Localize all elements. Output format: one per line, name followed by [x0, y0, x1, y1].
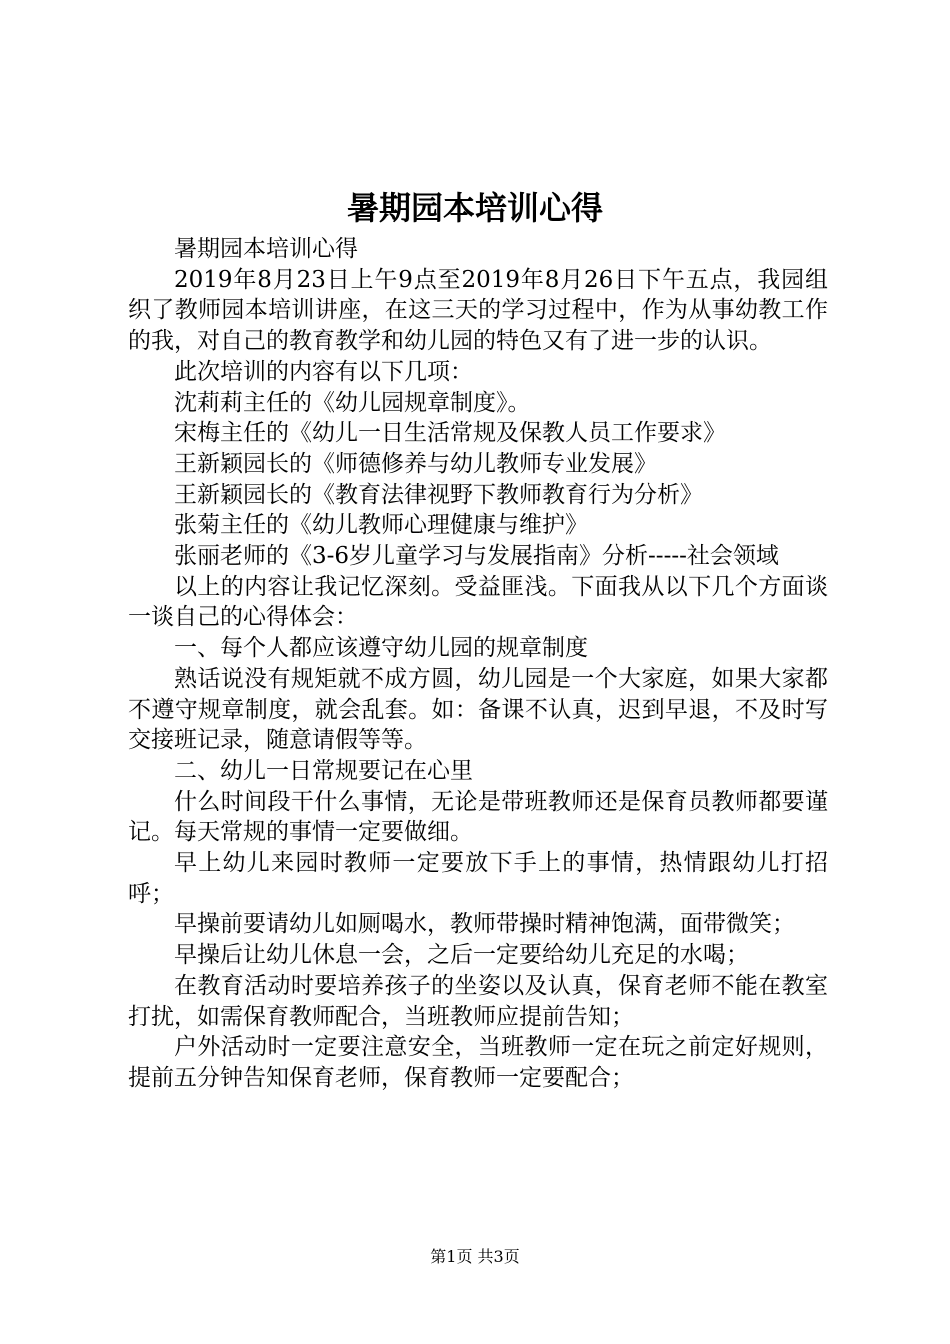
section-heading: 二、幼儿一日常规要记在心里: [174, 757, 473, 784]
paragraph: 沈莉莉主任的《幼儿园规章制度》。: [174, 389, 531, 416]
paragraph: 2019年8月23日上午9点至2019年8月26日下午五点，我园组织了教师园本培训讲座，在这三天的学习过程中，作为从事幼教工作的我，对自己的教育教学和幼儿园的特色又有了进一步的认识。: [128, 266, 828, 355]
paragraph: 以上的内容让我记忆深刻。受益匪浅。下面我从以下几个方面谈一谈自己的心得体会：: [128, 573, 828, 631]
paragraph: 什么时间段干什么事情，无论是带班教师还是保育员教师都要谨记。每天常规的事情一定要做细。: [128, 788, 828, 846]
document-title: 暑期园本培训心得: [346, 189, 603, 227]
paragraph: 此次培训的内容有以下几项：: [174, 358, 473, 385]
paragraph: 户外活动时一定要注意安全，当班教师一定在玩之前定好规则，提前五分钟告知保育老师，保育教师一定要配合；: [128, 1034, 828, 1091]
paragraph: 熟话说没有规矩就不成方圆，幼儿园是一个大家庭，如果大家都不遵守规章制度，就会乱套。如：备课不认真，迟到早退，不及时写交接班记录，随意请假等等。: [128, 665, 828, 754]
paragraph: 王新颖园长的《教育法律视野下教师教育行为分析》: [174, 481, 703, 508]
document-body: [128, 234, 828, 1094]
paragraph: 暑期园本培训心得: [174, 236, 358, 262]
paragraph: 早操后让幼儿休息一会，之后一定要给幼儿充足的水喝；: [174, 942, 749, 969]
page-footer: 第1页 共3页: [430, 1247, 520, 1266]
paragraph: 王新颖园长的《师德修养与幼儿教师专业发展》: [174, 450, 657, 477]
paragraph: 早操前要请幼儿如厕喝水，教师带操时精神饱满，面带微笑；: [174, 911, 795, 938]
paragraph: 张丽老师的《3-6岁儿童学习与发展指南》分析-----社会领域: [174, 543, 779, 570]
paragraph: 早上幼儿来园时教师一定要放下手上的事情，热情跟幼儿打招呼；: [128, 850, 828, 907]
paragraph: 张菊主任的《幼儿教师心理健康与维护》: [174, 512, 588, 539]
paragraph: 宋梅主任的《幼儿一日生活常规及保教人员工作要求》: [174, 420, 726, 447]
section-heading: 一、每个人都应该遵守幼儿园的规章制度: [174, 635, 588, 662]
paragraph: 在教育活动时要培养孩子的坐姿以及认真，保育老师不能在教室打扰，如需保育教师配合，当班教师应提前告知；: [128, 972, 828, 1030]
